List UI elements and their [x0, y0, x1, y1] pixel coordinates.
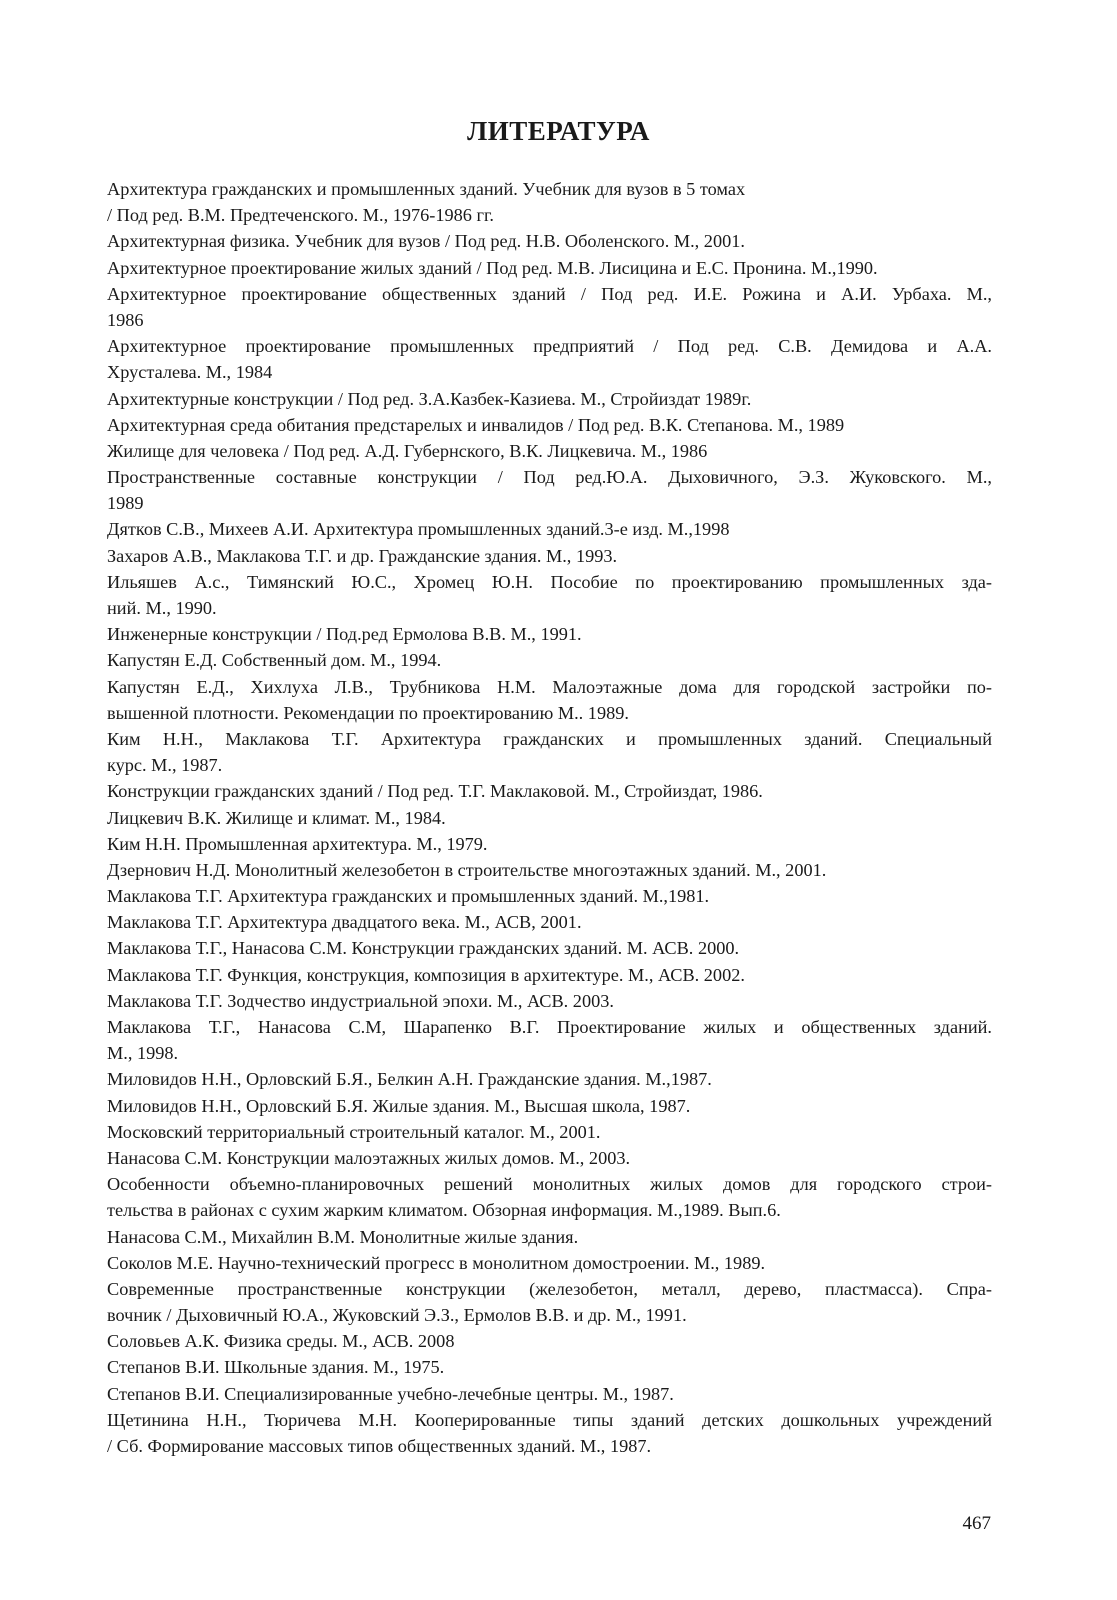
reference-line: Конструкции гражданских зданий / Под ред. Т.Г. Маклаковой. М., Стройиздат, 1986. [107, 781, 763, 802]
reference-line: Нанасова С.М. Конструкции малоэтажных жилых домов. М., 2003. [107, 1147, 631, 1168]
reference-line: Пространственные составные конструкции / Под ред.Ю.А. Дыховичного, Э.З. Жуковского. М., [107, 467, 992, 488]
reference-line: ний. М., 1990. [107, 598, 217, 618]
reference-line: Жилище для человека / Под ред. А.Д. Губернского, В.К. Лицкевича. М., 1986 [107, 440, 708, 461]
reference-line: Маклакова Т.Г. Зодчество индустриальной эпохи. М., АСВ. 2003. [107, 990, 614, 1011]
reference-line: вочник / Дыховичный Ю.А., Жуковский Э.З., Ермолов В.В. и др. М., 1991. [107, 1305, 687, 1326]
reference-line: Инженерные конструкции / Под.ред Ермолова В.В. М., 1991. [107, 624, 582, 645]
page-title: ЛИТЕРАТУРА [467, 116, 650, 146]
reference-line: 1986 [107, 309, 144, 330]
reference-line: Ким Н.Н. Промышленная архитектура. М., 1979. [107, 833, 488, 854]
reference-line: Архитектурное проектирование жилых зданий / Под ред. М.В. Лисицина и Е.С. Пронина. М.,1990. [107, 257, 878, 278]
reference-line: Маклакова Т.Г. Функция, конструкция, композиция в архитектуре. М., АСВ. 2002. [107, 964, 745, 985]
page-number: 467 [962, 1513, 991, 1534]
reference-line: 1989 [107, 493, 144, 514]
reference-line: Капустян Е.Д. Собственный дом. М., 1994. [107, 650, 442, 671]
reference-line: Архитектурная среда обитания предстарелых и инвалидов / Под ред. В.К. Степанова. М., 1989 [107, 414, 845, 435]
reference-line: курс. М., 1987. [107, 755, 223, 776]
reference-line: Ким Н.Н., Маклакова Т.Г. Архитектура гражданских и промышленных зданий. Специальный [107, 728, 992, 749]
reference-line: Архитектурная физика. Учебник для вузов / Под ред. Н.В. Оболенского. М., 2001. [107, 231, 745, 252]
reference-line: Щетинина Н.Н., Тюричева М.Н. Кооперированные типы зданий детских дошкольных учреждений [107, 1409, 992, 1430]
reference-line: Архитектура гражданских и промышленных зданий. Учебник для вузов в 5 томах [107, 179, 746, 199]
reference-line: Маклакова Т.Г. Архитектура двадцатого века. М., АСВ, 2001. [107, 912, 582, 933]
reference-line: Нанасова С.М., Михайлин В.М. Монолитные жилые здания. [107, 1226, 579, 1247]
reference-line: Захаров А.В., Маклакова Т.Г. и др. Гражданские здания. М., 1993. [107, 545, 618, 566]
reference-line: Особенности объемно-планировочных решений монолитных жилых домов для городского строи- [107, 1174, 992, 1195]
reference-line: Архитектурное проектирование общественных зданий / Под ред. И.Е. Рожина и А.И. Урбаха. М., [107, 283, 992, 304]
reference-line: Соколов М.Е. Научно-технический прогресс в монолитном домостроении. М., 1989. [107, 1252, 766, 1273]
reference-line: Миловидов Н.Н., Орловский Б.Я., Белкин А.Н. Гражданские здания. М.,1987. [107, 1069, 712, 1090]
reference-line: Ильяшев А.с., Тимянский Ю.С., Хромец Ю.Н. Пособие по проектированию промышленных зда- [107, 571, 992, 592]
reference-line: вышенной плотности. Рекомендации по проектированию М.. 1989. [107, 702, 629, 723]
reference-line: / Сб. Формирование массовых типов общественных зданий. М., 1987. [107, 1436, 652, 1456]
reference-line: Степанов В.И. Специализированные учебно-лечебные центры. М., 1987. [107, 1383, 674, 1404]
reference-line: Лицкевич В.К. Жилище и климат. М., 1984. [107, 807, 446, 828]
reference-line: тельства в районах с сухим жарким климатом. Обзорная информация. М.,1989. Вып.6. [107, 1200, 781, 1221]
reference-line: Архитектурные конструкции / Под ред. З.А.Казбек-Казиева. М., Стройиздат 1989г. [107, 388, 752, 409]
reference-line: Маклакова Т.Г. Архитектура гражданских и промышленных зданий. М.,1981. [107, 886, 710, 907]
reference-line: / Под ред. В.М. Предтеченского. М., 1976-1986 гг. [107, 205, 494, 226]
reference-line: Дятков С.В., Михеев А.И. Архитектура промышленных зданий.3-е изд. М.,1998 [107, 519, 730, 540]
reference-line: Современные пространственные конструкции (железобетон, металл, дерево, пластмасса). Спра- [107, 1278, 992, 1299]
reference-line: Соловьев А.К. Физика среды. М., АСВ. 2008 [107, 1331, 455, 1352]
reference-line: Архитектурное проектирование промышленных предприятий / Под ред. С.В. Демидова и А.А. [107, 336, 992, 357]
reference-line: Степанов В.И. Школьные здания. М., 1975. [107, 1357, 445, 1378]
reference-list [107, 176, 992, 1459]
reference-line: Маклакова Т.Г., Нанасова С.М, Шарапенко В.Г. Проектирование жилых и общественных зданий. [107, 1017, 992, 1037]
reference-line: Московский территориальный строительный каталог. М., 2001. [107, 1121, 601, 1142]
reference-line: Дзернович Н.Д. Монолитный железобетон в строительстве многоэтажных зданий. М., 2001. [107, 859, 827, 880]
reference-line: М., 1998. [107, 1043, 179, 1064]
reference-line: Хрусталева. М., 1984 [107, 362, 273, 383]
reference-line: Маклакова Т.Г., Нанасова С.М. Конструкции гражданских зданий. М. АСВ. 2000. [107, 938, 740, 959]
reference-line: Капустян Е.Д., Хихлуха Л.В., Трубникова Н.М. Малоэтажные дома для городской застройки по- [107, 676, 992, 697]
reference-line: Миловидов Н.Н., Орловский Б.Я. Жилые здания. М., Высшая школа, 1987. [107, 1095, 691, 1116]
